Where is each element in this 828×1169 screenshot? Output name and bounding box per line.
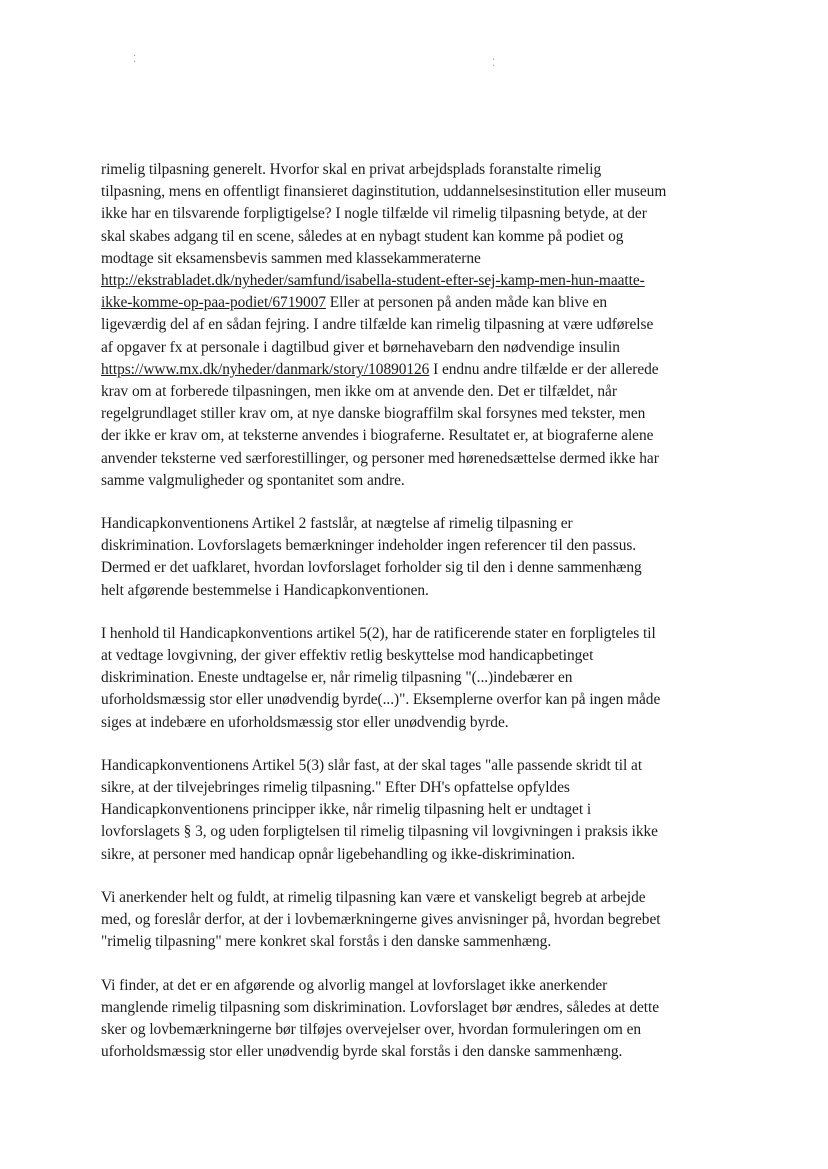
text-line [101,689,716,711]
text-segment: siges at indebære en uforholdsmæssig stor eller unødvendig byrde. [101,713,509,731]
text-segment: Handicapkonventionens Artikel 5(3) slår fast, at der skal tages "alle passende skridt til at [101,756,643,774]
text-segment: helt afgørende bestemmelse i Handicapkonventionen. [101,581,429,599]
text-segment: med, og foreslår derfor, at der i lovbemærkningerne gives anvisninger på, hvordan begrebet [101,911,661,929]
paragraph [101,623,716,734]
text-line [101,997,716,1019]
text-segment: Vi finder, at det er en afgørende og alvorlig mangel at lovforslaget ikke anerkender [101,976,608,994]
text-segment: ligeværdig del af en sådan fejring. I andre tilfælde kan rimelig tilpasning at være udførelse [101,316,654,334]
scan-mark-left: ⁚ [133,54,137,65]
text-line [101,314,716,336]
paragraph [101,975,716,1064]
document-body [101,159,716,1084]
text-line [101,513,716,535]
text-line [101,448,716,470]
text-segment: uforholdsmæssig stor eller unødvendig byrde(...)". Eksemplerne overfor kan på ingen måde [101,691,661,709]
text-line [101,359,716,381]
text-line [101,580,716,602]
paragraph [101,513,716,602]
text-segment: Handicapkonventionens principper ikke, når rimelig tilpasning helt er undtaget i [101,801,592,819]
url-link[interactable]: http://ekstrabladet.dk/nyheder/samfund/isabella-student-efter-sej-kamp-men-hun-maatte- [101,272,645,290]
text-segment: skal skabes adgang til en scene, således at en nybagt student kan komme på podiet og [101,227,624,245]
text-line [101,337,716,359]
text-segment: af opgaver fx at personale i dagtilbud giver et børnehavebarn den nødvendige insulin [101,338,620,356]
text-line [101,844,716,866]
text-segment: lovforslagets § 3, og uden forpligtelsen til rimelig tilpasning vil lovgivningen i praksis ikke [101,823,658,841]
text-segment: diskrimination. Lovforslagets bemærkninger indeholder ingen referencer til den passus. [101,537,637,555]
text-segment: krav om at forberede tilpasningen, men ikke om at anvende den. Det er tilfældet, når [101,383,617,401]
text-segment: at vedtage lovgivning, der giver effektiv retlig beskyttelse mod handicapbetinget [101,647,594,665]
text-segment: manglende rimelig tilpasning som diskrimination. Lovforslaget bør ændres, således at dette [101,998,659,1016]
text-line [101,381,716,403]
paragraph [101,159,716,492]
text-line [101,645,716,667]
text-line [101,712,716,734]
text-segment: regelgrundlaget stiller krav om, at nye danske biograffilm skal forsynes med tekster, men [101,405,646,423]
text-line [101,821,716,843]
text-line [101,909,716,931]
text-segment: tilpasning, mens en offentligt finansieret daginstitution, uddannelsesinstitution eller museum [101,183,667,201]
text-line [101,667,716,689]
text-segment: Vi anerkender helt og fuldt, at rimelig tilpasning kan være et vanskeligt begreb at arbejde [101,888,646,906]
text-segment: der ikke er krav om, at teksterne anvendes i biograferne. Resultatet er, at biograferne alene [101,427,654,445]
text-line [101,270,716,292]
text-segment: uforholdsmæssig stor eller unødvendig byrde skal forstås i den danske sammenhæng. [101,1043,623,1061]
text-line [101,975,716,997]
text-line [101,535,716,557]
text-segment: Handicapkonventionens Artikel 2 fastslår, at nægtelse af rimelig tilpasning er [101,515,573,533]
paragraph [101,755,716,866]
text-line [101,755,716,777]
text-segment: Eller at personen på anden måde kan blive en [325,294,608,312]
paragraph [101,887,716,954]
text-line [101,799,716,821]
text-line [101,292,716,314]
text-line [101,226,716,248]
text-segment: sikre, at personer med handicap opnår ligebehandling og ikke-diskrimination. [101,845,576,863]
url-link[interactable]: ikke-komme-op-paa-podiet/6719007 [101,294,326,312]
text-line [101,887,716,909]
text-segment: I endnu andre tilfælde er der allerede [429,360,659,378]
text-line [101,203,716,225]
text-line [101,181,716,203]
text-segment: diskrimination. Eneste undtagelse er, når rimelig tilpasning "(...)indebærer en [101,669,573,687]
text-line [101,470,716,492]
text-segment: samme valgmuligheder og spontanitet som andre. [101,471,405,489]
text-line [101,1019,716,1041]
text-line [101,777,716,799]
text-line [101,425,716,447]
text-line [101,623,716,645]
text-segment: modtage sit eksamensbevis sammen med klassekammeraterne [101,249,481,267]
text-segment: rimelig tilpasning generelt. Hvorfor skal en privat arbejdsplads foranstalte rimelig [101,161,602,178]
text-segment: sker og lovbemærkningerne bør tilføjes overvejelser over, hvordan formuleringen om en [101,1020,642,1038]
url-link[interactable]: https://www.mx.dk/nyheder/danmark/story/10890126 [101,360,430,378]
text-segment: anvender teksterne ved særforestillinger, og personer med hørenedsættelse dermed ikke har [101,449,659,467]
text-line [101,159,716,181]
text-line [101,248,716,270]
text-line [101,1041,716,1063]
scan-mark-right: ⁚ [492,58,496,69]
text-segment: ikke har en tilsvarende forpligtigelse? I nogle tilfælde vil rimelig tilpasning betyde, at der [101,205,647,223]
text-line [101,931,716,953]
text-segment: Dermed er det uafklaret, hvordan lovforslaget forholder sig til den i denne sammenhæng [101,559,642,577]
text-segment: I henhold til Handicapkonventions artikel 5(2), har de ratificerende stater en forpligteles til [101,624,656,642]
text-segment: "rimelig tilpasning" mere konkret skal forstås i den danske sammenhæng. [101,933,552,951]
text-line [101,403,716,425]
text-segment: sikre, at der tilvejebringes rimelig tilpasning." Efter DH's opfattelse opfyldes [101,779,570,797]
text-line [101,557,716,579]
